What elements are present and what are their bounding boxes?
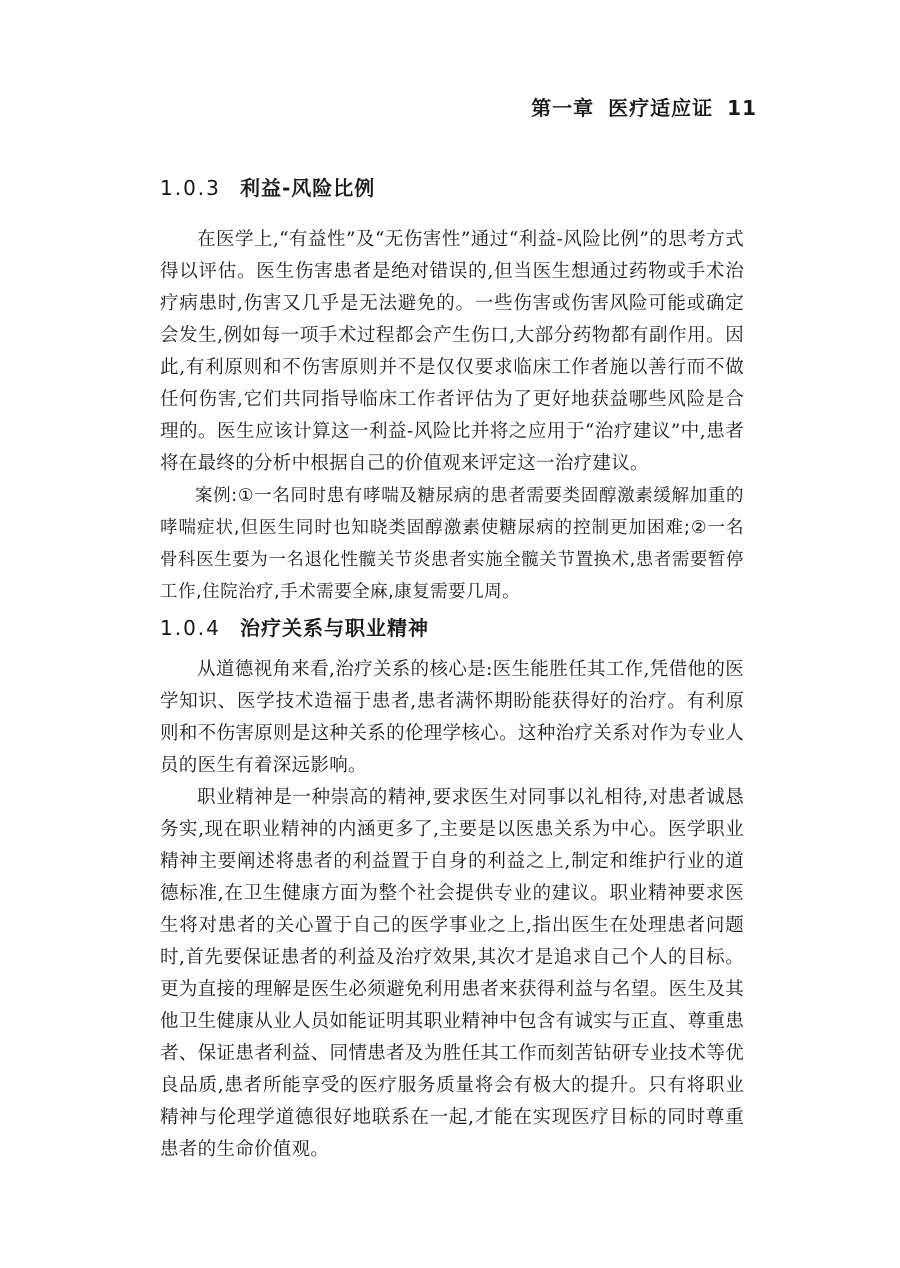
section-1-0-4-body	[160, 654, 744, 1166]
section-number: 1.0.4	[160, 616, 221, 640]
chapter-label: 第一章	[531, 96, 595, 120]
body-paragraph: 从道德视角来看,治疗关系的核心是:医生能胜任其工作,凭借他的医学知识、医学技术造福于患者,患者满怀期盼能获得好的治疗。有利原则和不伤害原则是这种关系的伦理学核心。这种治疗关系对作为专业人员的医生有着深远影响。	[160, 659, 744, 776]
section-number: 1.0.3	[160, 176, 221, 200]
section-title: 治疗关系与职业精神	[240, 616, 429, 640]
body-paragraph: 职业精神是一种崇高的精神,要求医生对同事以礼相待,对患者诚恳务实,现在职业精神的内涵更多了,主要是以医患关系为中心。医学职业精神主要阐述将患者的利益置于自身的利益之上,制定和维护行业的道德标准,在卫生健康方面为整个社会提供专业的建议。职业精神要求医生将对患者的关心置于自己的医学事业之上,指出医生在处理患者问题时,首先要保证患者的利益及治疗效果,其次才是追求自己个人的目标。更为直接的理解是医生必须避免利用患者来获得利益与名望。医生及其他卫生健康从业人员如能证明其职业精神中包含有诚实与正直、尊重患者、保证患者利益、同情患者及为胜任其工作而刻苦钻研专业技术等优良品质,患者所能享受的医疗服务质量将会有极大的提升。只有将职业精神与伦理学道德很好地联系在一起,才能在实现医疗目标的同时尊重患者的生命价值观。	[160, 787, 744, 1160]
chapter-title: 医疗适应证	[608, 96, 714, 120]
section-heading	[160, 612, 744, 644]
page-number: 11	[727, 96, 757, 120]
body-paragraph: 在医学上,“有益性”及“无伤害性”通过“利益-风险比例”的思考方式得以评估。医生伤害患者是绝对错误的,但当医生想通过药物或手术治疗病患时,伤害又几乎是无法避免的。一些伤害或伤害风险可能或确定会发生,例如每一项手术过程都会产生伤口,大部分药物都有副作用。因此,有利原则和不伤害原则并不是仅仅要求临床工作者施以善行而不做任何伤害,它们共同指导临床工作者评估为了更好地获益哪些风险是合理的。医生应该计算这一利益-风险比并将之应用于“治疗建议”中,患者将在最终的分析中根据自己的价值观来评定这一治疗建议。	[160, 229, 744, 474]
section-1-0-4	[160, 612, 744, 644]
section-heading	[160, 172, 744, 204]
running-head	[531, 92, 757, 121]
section-1-0-3-body	[160, 224, 744, 608]
section-title: 利益-风险比例	[240, 176, 376, 200]
section-1-0-3	[160, 172, 744, 204]
case-paragraph: 案例:①一名同时患有哮喘及糖尿病的患者需要类固醇激素缓解加重的哮喘症状,但医生同时也知晓类固醇激素使糖尿病的控制更加困难;②一名骨科医生要为一名退化性髋关节炎患者实施全髋关节置换术,患者需要暂停工作,住院治疗,手术需要全麻,康复需要几周。	[160, 486, 744, 602]
